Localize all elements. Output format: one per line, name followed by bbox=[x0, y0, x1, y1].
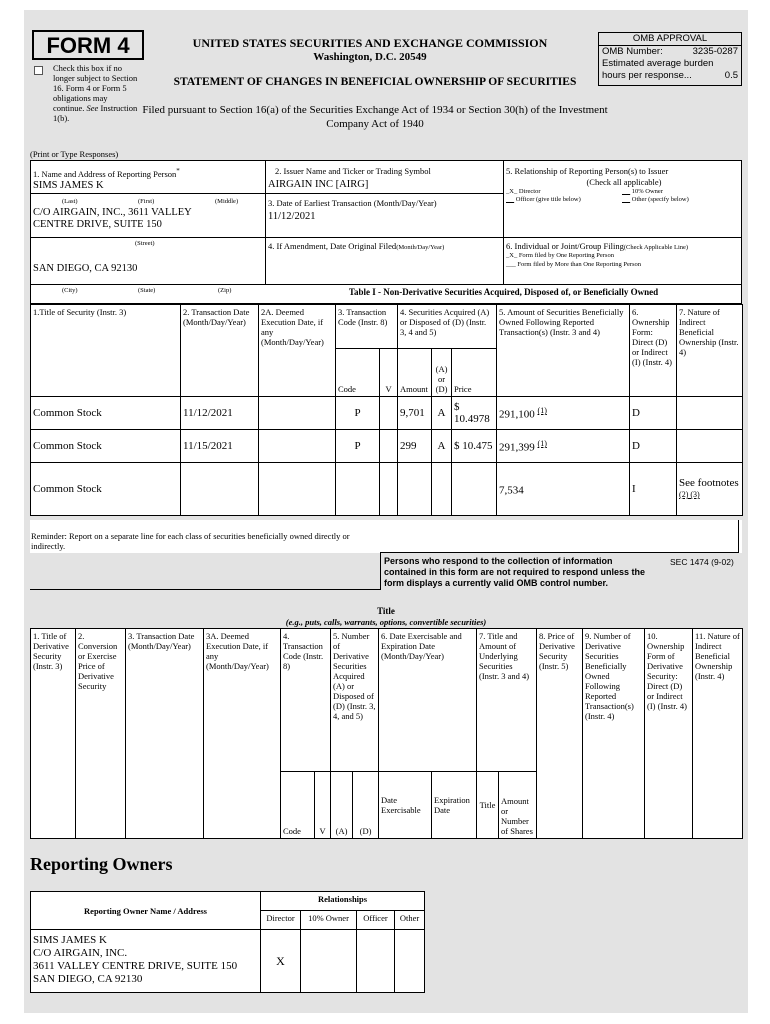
footnote-link[interactable]: (2) (3) bbox=[679, 490, 700, 499]
reporting-person-label: 1. Name and Address of Reporting Person* bbox=[33, 167, 180, 179]
table-row bbox=[31, 397, 743, 430]
owner-other bbox=[395, 930, 425, 993]
row-date bbox=[181, 463, 259, 516]
row-date: 11/15/2021 bbox=[181, 430, 259, 463]
row-amount: 9,701 bbox=[398, 397, 432, 430]
row-code: P bbox=[336, 397, 380, 430]
omb-hours-row: hours per response... 0.5 bbox=[602, 70, 738, 81]
row-date: 11/12/2021 bbox=[181, 397, 259, 430]
reporting-person-city: SAN DIEGO, CA 92130 bbox=[33, 263, 138, 274]
t2-h7: 7. Title and Amount of Underlying Securities (Instr. 3 and 4) bbox=[477, 629, 537, 772]
agency-title: UNITED STATES SECURITIES AND EXCHANGE COMMISSION bbox=[192, 36, 548, 50]
row-v bbox=[380, 463, 398, 516]
row-owned: 7,534 bbox=[497, 463, 630, 516]
t2-h10: 10. Ownership Form of Derivative Security: Direct (D) or Indirect (I) (Instr. 4) bbox=[645, 629, 693, 839]
ten-pct-option[interactable]: 10% Owner bbox=[631, 188, 663, 195]
earliest-date-value: 11/12/2021 bbox=[268, 211, 316, 222]
omb-burden: Estimated average burden bbox=[602, 58, 714, 69]
table1-grid bbox=[30, 304, 743, 516]
t2-d: (D) bbox=[353, 772, 379, 839]
t2-h1: 1. Title of Derivative Security (Instr. 3) bbox=[31, 629, 76, 839]
row-form: D bbox=[630, 397, 677, 430]
filing-label: 6. Individual or Joint/Group Filing(Check Applicable Line) bbox=[506, 241, 689, 251]
omb-approval-box bbox=[598, 32, 742, 86]
street-label: (Street) bbox=[135, 240, 155, 247]
city-label: (City) bbox=[62, 287, 78, 294]
row-code: P bbox=[336, 430, 380, 463]
owner-ten-pct bbox=[301, 930, 357, 993]
row-nature bbox=[677, 397, 743, 430]
row-code bbox=[336, 463, 380, 516]
row-price: $ 10.4978 bbox=[452, 397, 497, 430]
earliest-date-label: 3. Date of Earliest Transaction (Month/Day/Year) bbox=[268, 198, 437, 208]
table-row bbox=[31, 930, 425, 993]
t2-h3: 3. Transaction Date (Month/Day/Year) bbox=[126, 629, 204, 839]
t2-exp: Expiration Date bbox=[432, 772, 477, 839]
no-longer-subject-checkbox[interactable] bbox=[34, 66, 43, 75]
middle-label: (Middle) bbox=[215, 198, 239, 205]
row-form: I bbox=[630, 463, 677, 516]
director-option[interactable]: _X_ Director bbox=[506, 188, 541, 195]
t1-h5: 5. Amount of Securities Beneficially Owned Following Reported Transaction(s) (Instr. 3 and 4) bbox=[497, 305, 630, 397]
state-label: (State) bbox=[138, 287, 156, 294]
row-owned: 291,100 $^{(1)}$ bbox=[497, 397, 630, 430]
filing-one[interactable]: _X_ Form filed by One Reporting Person bbox=[506, 252, 614, 259]
row-v bbox=[380, 430, 398, 463]
t1-h3: 3. Transaction Code (Instr. 8) bbox=[336, 305, 398, 349]
row-title: Common Stock bbox=[31, 397, 181, 430]
t2-h8: 8. Price of Derivative Security (Instr. 5) bbox=[537, 629, 583, 839]
row-title: Common Stock bbox=[31, 430, 181, 463]
reporting-owners-table bbox=[30, 891, 425, 993]
table2-grid bbox=[30, 628, 743, 839]
amendment-label: 4. If Amendment, Date Original Filed(Month/Day/Year) bbox=[268, 241, 445, 251]
t1-h7: 7. Nature of Indirect Beneficial Ownership (Instr. 4) bbox=[677, 305, 743, 397]
row-deemed bbox=[259, 397, 336, 430]
row-v bbox=[380, 397, 398, 430]
officer-option[interactable]: Officer (give title below) bbox=[515, 196, 581, 203]
persons-respond-note: Persons who respond to the collection of information contained in this form are not required to respond unless the form displays a currently valid OMB control number. bbox=[384, 556, 646, 588]
table-row bbox=[31, 463, 743, 516]
row-nature bbox=[677, 430, 743, 463]
t1-h2: 2. Transaction Date (Month/Day/Year) bbox=[181, 305, 259, 397]
footnote-link[interactable]: (1) bbox=[537, 439, 547, 449]
issuer-label: 2. Issuer Name and Ticker or Trading Symbol bbox=[275, 166, 431, 176]
reminder-text: Reminder: Report on a separate line for each class of securities beneficially owned directly or indirectly. bbox=[31, 531, 350, 551]
row-amount: 299 bbox=[398, 430, 432, 463]
t2-h5: 5. Number of Derivative Securities Acquired (A) or Disposed of (D) (Instr. 3, 4, and 5) bbox=[331, 629, 379, 772]
owner-officer bbox=[357, 930, 395, 993]
other-option[interactable]: Other (specify below) bbox=[631, 196, 689, 203]
reporting-person-address: C/O AIRGAIN, INC., 3611 VALLEY CENTRE DRIVE, SUITE 150 bbox=[33, 207, 192, 230]
table-row bbox=[31, 430, 743, 463]
t2-a: (A) bbox=[331, 772, 353, 839]
row-ad: A bbox=[432, 397, 452, 430]
filing-more[interactable]: ___ Form filed by More than One Reporting Person bbox=[506, 261, 642, 268]
last-label: (Last) bbox=[62, 198, 78, 205]
t1-h6: 6. Ownership Form: Direct (D) or Indirect (I) (Instr. 4) bbox=[630, 305, 677, 397]
form-title: FORM 4 bbox=[32, 30, 144, 60]
sec-code: SEC 1474 (9-02) bbox=[670, 557, 734, 567]
owner-address: SIMS JAMES K C/O AIRGAIN, INC. 3611 VALLEY CENTRE DRIVE, SUITE 150 SAN DIEGO, CA 92130 bbox=[31, 930, 261, 993]
t1-h2a: 2A. Deemed Execution Date, if any (Month/Day/Year) bbox=[259, 305, 336, 397]
statement-title: STATEMENT OF CHANGES IN BENEFICIAL OWNERSHIP OF SECURITIES bbox=[173, 76, 577, 88]
t2-h2: 2. Conversion or Exercise Price of Derivative Security bbox=[76, 629, 126, 839]
t2-h9: 9. Number of Derivative Securities Beneficially Owned Following Reported Transaction(s) (Instr. 4) bbox=[583, 629, 645, 839]
t1-price: Price bbox=[452, 349, 497, 397]
table2-title: Title bbox=[377, 606, 395, 616]
owner-director-mark: X bbox=[261, 930, 301, 993]
officer-header: Officer bbox=[357, 911, 395, 930]
reporting-person-name: SIMS JAMES K bbox=[33, 180, 104, 191]
first-label: (First) bbox=[138, 198, 155, 205]
row-price: $ 10.475 bbox=[452, 430, 497, 463]
t1-h1: 1.Title of Security (Instr. 3) bbox=[31, 305, 181, 397]
table1-title: Table I - Non-Derivative Securities Acquired, Disposed of, or Beneficially Owned bbox=[348, 287, 659, 297]
row-nature: See footnotes (2) (3) bbox=[677, 463, 743, 516]
director-header: Director bbox=[261, 911, 301, 930]
relationship-label: 5. Relationship of Reporting Person(s) to Issuer bbox=[506, 166, 669, 176]
omb-title: OMB APPROVAL bbox=[599, 33, 741, 46]
print-type-note: (Print or Type Responses) bbox=[30, 149, 119, 159]
row-ad bbox=[432, 463, 452, 516]
row-ad: A bbox=[432, 430, 452, 463]
t2-date-ex: Date Exercisable bbox=[379, 772, 432, 839]
reporting-owners-heading: Reporting Owners bbox=[30, 854, 173, 874]
footnote-link[interactable]: (1) bbox=[537, 406, 547, 416]
table2-subtitle: (e.g., puts, calls, warrants, options, convertible securities) bbox=[285, 617, 487, 627]
filed-pursuant: Filed pursuant to Section 16(a) of the Securities Exchange Act of 1934 or Section 30(h) of the Investment Company Act of 1940 bbox=[142, 104, 608, 130]
t1-v: V bbox=[380, 349, 398, 397]
row-owned: 291,399 $^{(1)}$ bbox=[497, 430, 630, 463]
owner-name-header: Reporting Owner Name / Address bbox=[31, 892, 261, 930]
t2-v: V bbox=[315, 772, 331, 839]
t1-code: Code bbox=[336, 349, 380, 397]
t1-aord: (A) or (D) bbox=[432, 349, 452, 397]
relationships-header: Relationships bbox=[261, 892, 425, 911]
t2-h11: 11. Nature of Indirect Beneficial Ownership (Instr. 4) bbox=[693, 629, 743, 839]
t1-h4: 4. Securities Acquired (A) or Disposed of (D) (Instr. 3, 4 and 5) bbox=[398, 305, 497, 349]
omb-number-row: OMB Number: 3235-0287 bbox=[602, 46, 738, 57]
ten-pct-header: 10% Owner bbox=[301, 911, 357, 930]
t2-h6: 6. Date Exercisable and Expiration Date (Month/Day/Year) bbox=[379, 629, 477, 772]
check-box-text: Check this box if no longer subject to Section 16. Form 4 or Form 5 obligations may continue. See Instruction 1(b). bbox=[53, 63, 138, 123]
row-form: D bbox=[630, 430, 677, 463]
t2-code: Code bbox=[281, 772, 315, 839]
relationship-sub: (Check all applicable) bbox=[586, 177, 662, 187]
row-amount bbox=[398, 463, 432, 516]
t2-h4: 4. Transaction Code (Instr. 8) bbox=[281, 629, 331, 772]
t2-h3a: 3A. Deemed Execution Date, if any (Month/Day/Year) bbox=[204, 629, 281, 839]
agency-city: Washington, D.C. 20549 bbox=[313, 51, 427, 63]
row-price bbox=[452, 463, 497, 516]
t2-amount: Amount or Number of Shares bbox=[499, 772, 537, 839]
t1-amount: Amount bbox=[398, 349, 432, 397]
zip-label: (Zip) bbox=[218, 287, 232, 294]
issuer-value: AIRGAIN INC [AIRG] bbox=[268, 179, 369, 190]
row-title: Common Stock bbox=[31, 463, 181, 516]
other-header: Other bbox=[395, 911, 425, 930]
row-deemed bbox=[259, 430, 336, 463]
row-deemed bbox=[259, 463, 336, 516]
t2-title: Title bbox=[477, 772, 499, 839]
